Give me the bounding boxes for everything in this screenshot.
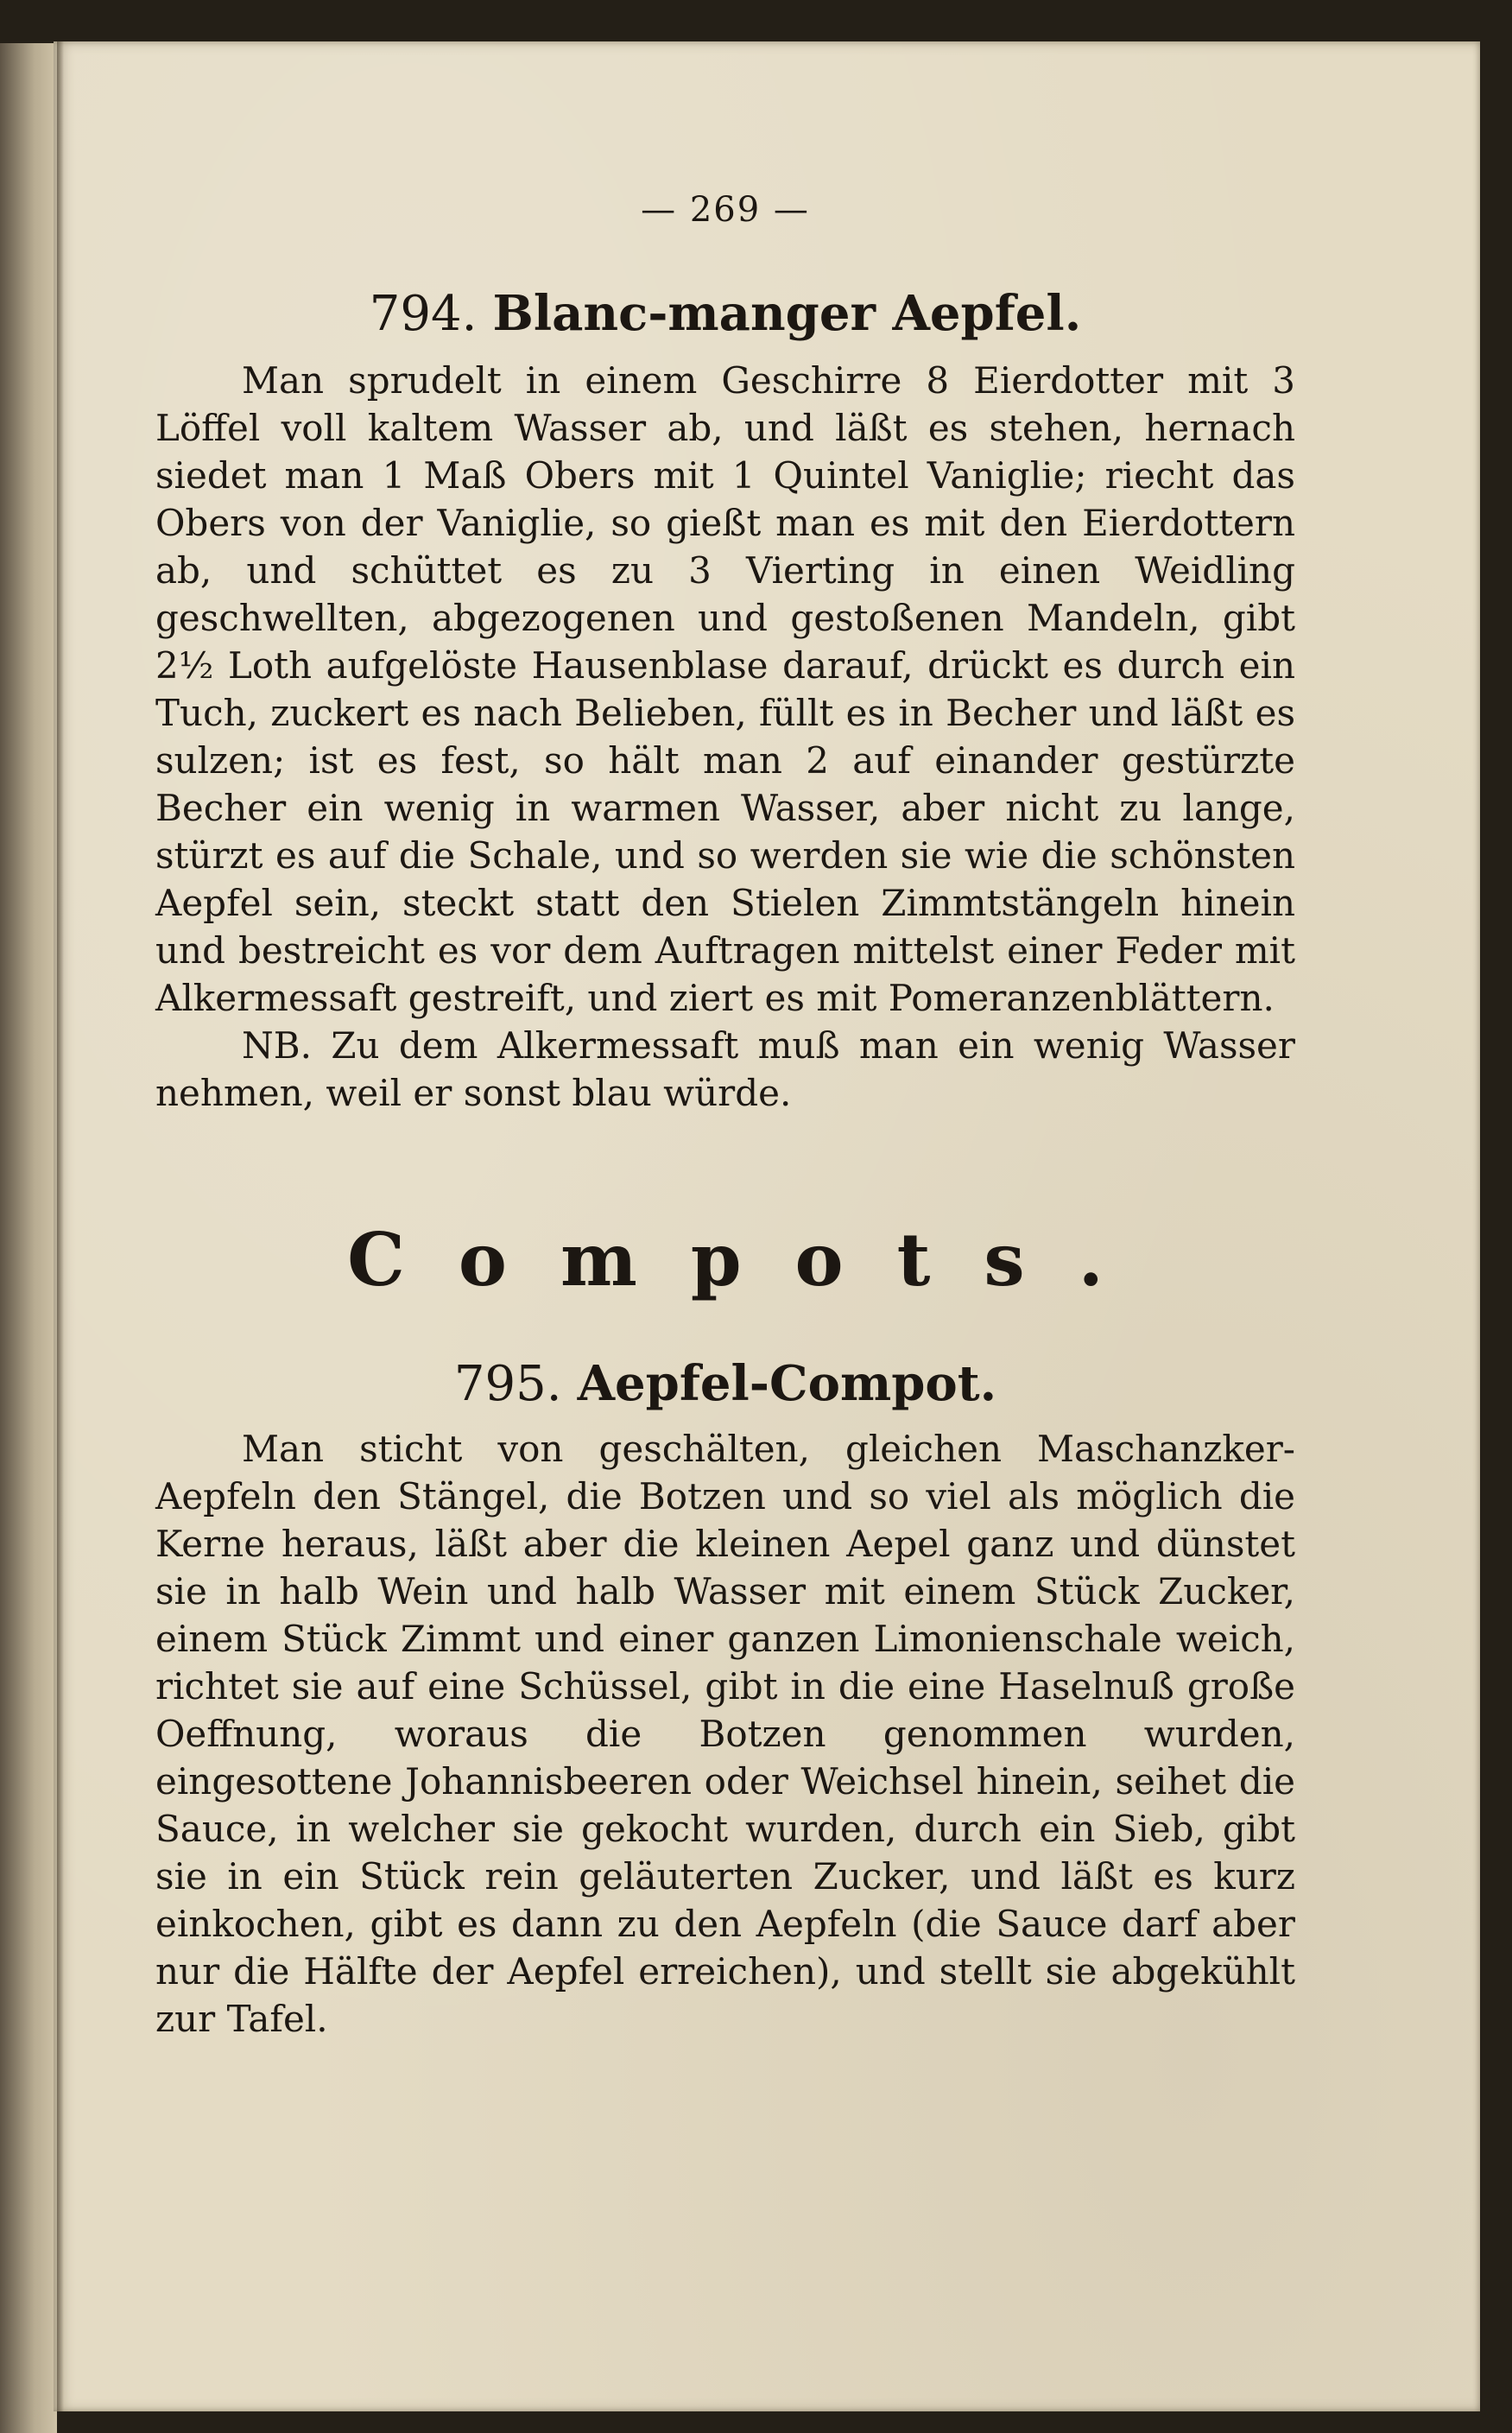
recipe-795-body: Man sticht von geschälten, gleichen Maschanzker-Aepfeln den Stängel, die Botzen und so viel als möglich die Kerne heraus, läßt aber die kleinen Aepel ganz und dünstet sie in halb Wein und halb Wasser mit einem Stück Zucker, einem Stück Zimmt und einer ganzen Limonienschale weich, richtet sie auf eine Schüssel, gibt in die eine Haselnuß große Oeffnung, woraus die Botzen genommen wurden, eingesottene Johannisbeeren oder Weichsel hinein, seihet die Sauce, in welcher sie gekocht wurden, durch ein Sieb, gibt sie in ein Stück rein geläuterten Zucker, und läßt es kurz einkochen, gibt es dann zu den Aepfeln (die Sauce darf aber nur die Hälfte der Aepfel erreichen), und stellt sie abgekühlt zur Tafel. <box>155 1428 1295 2040</box>
section-title: Compots. <box>347 1217 1157 1302</box>
recipe-795-title: Aepfel-Compot. <box>577 1355 997 1412</box>
facing-page-edge <box>0 43 57 2433</box>
recipe-794-number: 794. <box>369 286 478 342</box>
recipe-794-title: Blanc-manger Aepfel. <box>492 285 1082 342</box>
recipe-794-body: Man sprudelt in einem Geschirre 8 Eierdotter mit 3 Löffel voll kaltem Wasser ab, und läßt es stehen, hernach siedet man 1 Maß Obers mit 1 Quintel Vaniglie; riecht das Obers von der Vaniglie, so gießt man es mit den Eierdottern ab, und schüttet es zu 3 Vierting in einen Weidling geschwellten, abgezogenen und gestoßenen Mandeln, gibt 2½ Loth aufgelöste Hausenblase darauf, drückt es durch ein Tuch, zuckert es nach Belieben, füllt es in Becher und läßt es sulzen; ist es fest, so hält man 2 auf einander gestürzte Becher ein wenig in warmen Wasser, aber nicht zu lange, stürzt es auf die Schale, und so werden sie wie die schönsten Aepfel sein, steckt statt den Stielen Zimmtstängeln hinein und bestreicht es vor dem Auftragen mittelst einer Feder mit Alkermessaft gestreift, und ziert es mit Pomeranzenblättern. <box>155 359 1295 1019</box>
page-gutter-shadow <box>57 41 64 2411</box>
recipe-795-heading <box>155 1353 1295 1415</box>
recipe-795-number: 795. <box>453 1356 562 1412</box>
recipe-794-note: NB. Zu dem Alkermessaft muß man ein wenig Wasser nehmen, weil er sonst blau würde. <box>155 1024 1295 1114</box>
page-content <box>155 190 1295 2043</box>
recipe-794-heading <box>155 283 1295 345</box>
page-number: — 269 — <box>641 190 810 230</box>
